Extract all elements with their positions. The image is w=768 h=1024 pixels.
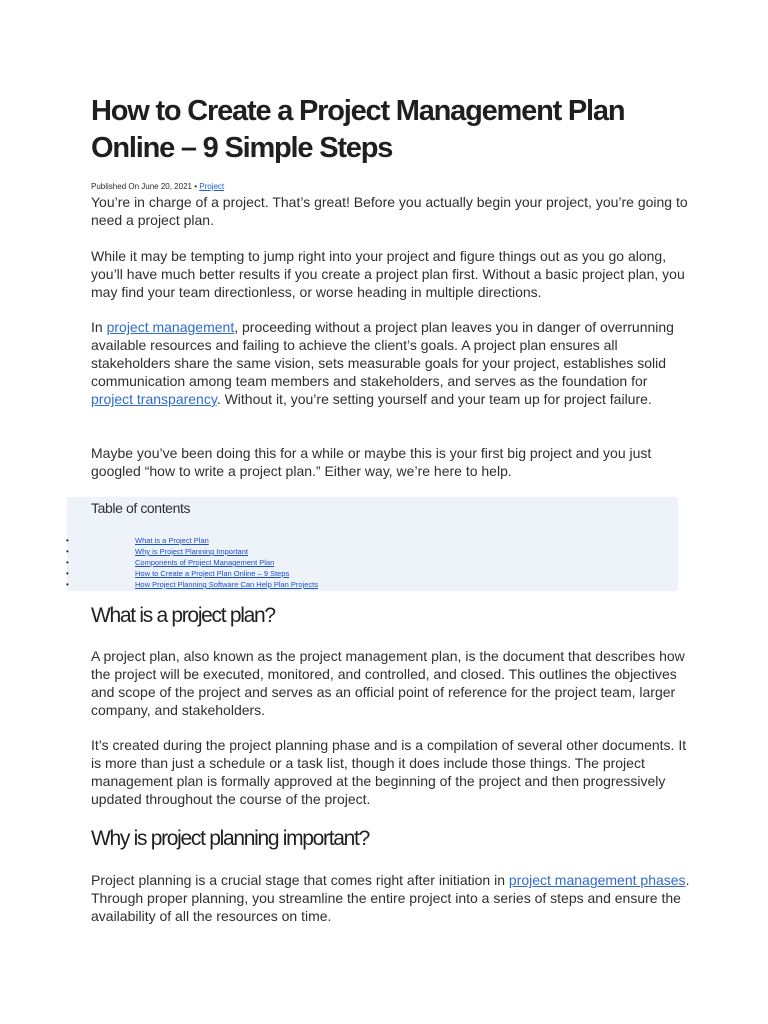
toc-link-components[interactable]: Components of Project Management Plan (135, 558, 275, 567)
toc-link-why-planning-important[interactable]: Why is Project Planning Important (135, 547, 248, 556)
toc-bullet: • (66, 569, 69, 578)
section-heading-what-is-project-plan: What is a project plan? (91, 604, 275, 627)
article-title: How to Create a Project Management Plan Online – 9 Simple Steps (91, 95, 625, 164)
s2-pre: Project planning is a crucial stage that comes right after initiation in (91, 872, 509, 888)
section1-paragraph-2: It’s created during the project planning phase and is a compilation of several other documents. It is more than just a schedule or a task list, though it does include those things. The project management plan is formally approved at the beginning of the project and then progressively updated throughout the course of the project. (91, 737, 687, 807)
intro-paragraph-1: You’re in charge of a project. That’s great! Before you actually begin your project, you’re going to need a project plan. (91, 194, 688, 228)
article-meta (91, 182, 224, 192)
intro-paragraph-2: While it may be tempting to jump right into your project and figure things out as you go along, you’ll have much better results if you create a project plan first. Without a basic project plan, you may find your team directionless, or worse heading in multiple directions. (91, 248, 685, 300)
table-of-contents (67, 497, 678, 591)
project-management-phases-link[interactable]: project management phases (508, 872, 686, 888)
section1-paragraph-1: A project plan, also known as the project management plan, is the document that describes how the project will be executed, monitored, and controlled, and closed. This outlines the objectives and scope of the project and serves as an official point of reference for the project team, larger company, and stakeholders. (91, 648, 685, 718)
s2-post: . Through proper planning, you streamline the entire project into a series of steps and ensure the availability of all the resources on time. (91, 872, 690, 924)
toc-link-how-to-create[interactable]: How to Create a Project Plan Online – 9 Steps (135, 569, 290, 578)
p3-post: . Without it, you’re setting yourself and your team up for project failure. (216, 391, 652, 407)
category-link[interactable]: Project (199, 182, 225, 191)
toc-title: Table of contents (91, 500, 191, 516)
intro-paragraph-3 (91, 318, 691, 408)
intro-paragraph-4: Maybe you’ve been doing this for a while or maybe this is your first big project and you just googled “how to write a project plan.” Either way, we’re here to help. (91, 445, 652, 479)
section2-paragraph (91, 871, 691, 925)
toc-bullet: • (66, 580, 69, 589)
toc-bullet: • (66, 536, 69, 545)
toc-bullet: • (66, 547, 69, 556)
project-transparency-link[interactable]: project transparency (91, 391, 217, 407)
toc-link-software-help[interactable]: How Project Planning Software Can Help Plan Projects (135, 580, 319, 589)
toc-bullet: • (66, 558, 69, 567)
published-date: Published On June 20, 2021 • (91, 182, 197, 191)
p3-pre: In (91, 319, 107, 335)
toc-link-what-is-a-project-plan[interactable]: What is a Project Plan (135, 536, 209, 545)
p3-mid: , proceeding without a project plan leaves you in danger of overrunning available resources and failing to achieve the client’s goals. A project plan ensures all stakeholders share the same vision, sets measurable goals for your project, establishes solid communication among team members and stakeholders, and serves as the foundation for (91, 319, 674, 389)
section-heading-why-planning-important: Why is project planning important? (91, 827, 369, 850)
project-management-link[interactable]: project management (106, 319, 235, 335)
